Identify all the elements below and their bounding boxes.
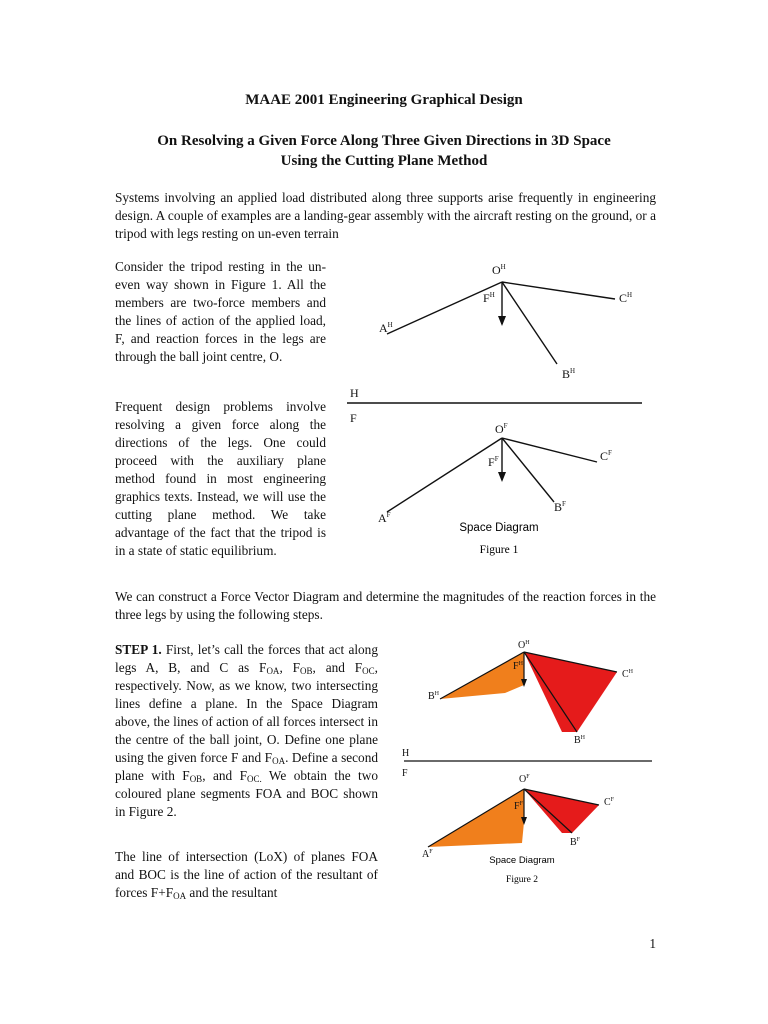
design-paragraph: Frequent design problems involve resolving a given force along the directions of the legs. One could proceed with the auxiliary plane method found in most engineering graphics texts. Instead, we will use the cutting plane method. We take advantage of the fact that the tripod is in a state of static equilibrium. [115, 399, 326, 558]
fig2-top-label-b: $B^H$ [574, 735, 586, 746]
fig1-top-label-a: $A^H$ [379, 321, 393, 335]
subtitle-line-2: Using the Cutting Plane Method [280, 153, 488, 169]
fig2-front-label-o: $O^F$ [519, 774, 530, 785]
fig2-front-label-c: $C^F$ [604, 797, 615, 808]
fig2-top-label-c: $C^H$ [622, 669, 634, 680]
fig2-front-plane-boc [524, 789, 599, 833]
fig1-top-force-arrow [498, 316, 506, 326]
figure-1-space-diagram [332, 252, 662, 572]
page-title: MAAE 2001 Engineering Graphical Design [245, 92, 523, 108]
fig1-front-leg-b [502, 438, 554, 502]
fig2-front-label-a: $A^F$ [422, 849, 433, 860]
fig2-front-label-b: $B^F$ [570, 837, 581, 848]
fig1-front-label-a: $A^F$ [378, 511, 391, 525]
fig1-front-label-o: $O^F$ [495, 422, 508, 436]
fig1-top-label-c: $C^H$ [619, 291, 633, 305]
fig1-fold-label-f: F [350, 411, 357, 425]
fig2-top-label-o: $O^H$ [518, 640, 530, 651]
page-number: 1 [649, 936, 656, 951]
step1-paragraph: STEP 1. First, let’s call the forces that act along legs A, B, and C as $F_{OA}$, $F_{OB}$, and $F_{OC}$, respectively. Now, as we know, two intersecting lines define a plane. In the Space Diagram above, the lines of action of all forces intersect in the centre of the ball joint, O. Define one plane using the given force F and $F_{OA}$. Define a second plane with $F_{OB}$, and $F_{OC.}$ We obtain the two coloured plane segments FOA and BOC shown in Figure 2. [115, 642, 378, 819]
tripod-paragraph: Consider the tripod resting in the un-even way shown in Figure 1. All the members are two-force members and the lines of action of the applied load, F, and reaction forces in the legs are through the ball joint centre, O. [115, 259, 326, 364]
construct-paragraph: We can construct a Force Vector Diagram and determine the magnitudes of the reaction forces in the three legs by using the following steps. [115, 589, 656, 622]
fig1-front-leg-a [387, 438, 502, 512]
fig1-top-label-b: $B^H$ [562, 367, 576, 381]
fig1-front-label-b: $B^F$ [554, 500, 566, 514]
fig2-top-label-a: $B^H$ [428, 691, 440, 702]
fig1-front-leg-c [502, 438, 597, 462]
fig2-top-label-f: $F^H$ [513, 661, 523, 672]
fig2-front-label-f: $F^F$ [514, 801, 523, 812]
fig1-top-label-f: $F^H$ [483, 291, 495, 305]
fig1-diagram-label: Space Diagram [459, 522, 539, 534]
fig2-fold-label-h: H [402, 748, 410, 759]
fig1-top-leg-a [387, 282, 502, 334]
intro-paragraph: Systems involving an applied load distributed along three supports arise frequently in engineering design. A couple of examples are a landing-gear assembly with the aircraft resting on the ground, or a tripod with legs resting on un-even terrain [115, 190, 656, 241]
subtitle-line-1: On Resolving a Given Force Along Three Given Directions in 3D Space [157, 133, 611, 149]
fig1-top-label-o: $O^H$ [492, 263, 506, 277]
fig2-top-plane-boc [524, 652, 617, 732]
fig1-front-label-c: $C^F$ [600, 449, 612, 463]
figure-2-space-diagram [392, 637, 662, 897]
fig1-top-leg-c [502, 282, 615, 299]
lox-paragraph: The line of intersection (LoX) of planes FOA and BOC is the line of action of the resultant of forces $F+F_{OA}$ and the resultant [115, 849, 378, 901]
step1-label: STEP 1. [115, 642, 162, 657]
fig1-caption: Figure 1 [479, 544, 519, 556]
fig1-top-leg-b [502, 282, 557, 364]
fig2-diagram-label: Space Diagram [489, 855, 555, 866]
fig2-fold-label-f: F [402, 768, 408, 779]
fig1-front-force-arrow [498, 472, 506, 482]
fig2-caption: Figure 2 [506, 875, 538, 885]
fig1-front-label-f: $F^F$ [488, 455, 499, 469]
fig1-fold-label-h: H [350, 386, 359, 400]
